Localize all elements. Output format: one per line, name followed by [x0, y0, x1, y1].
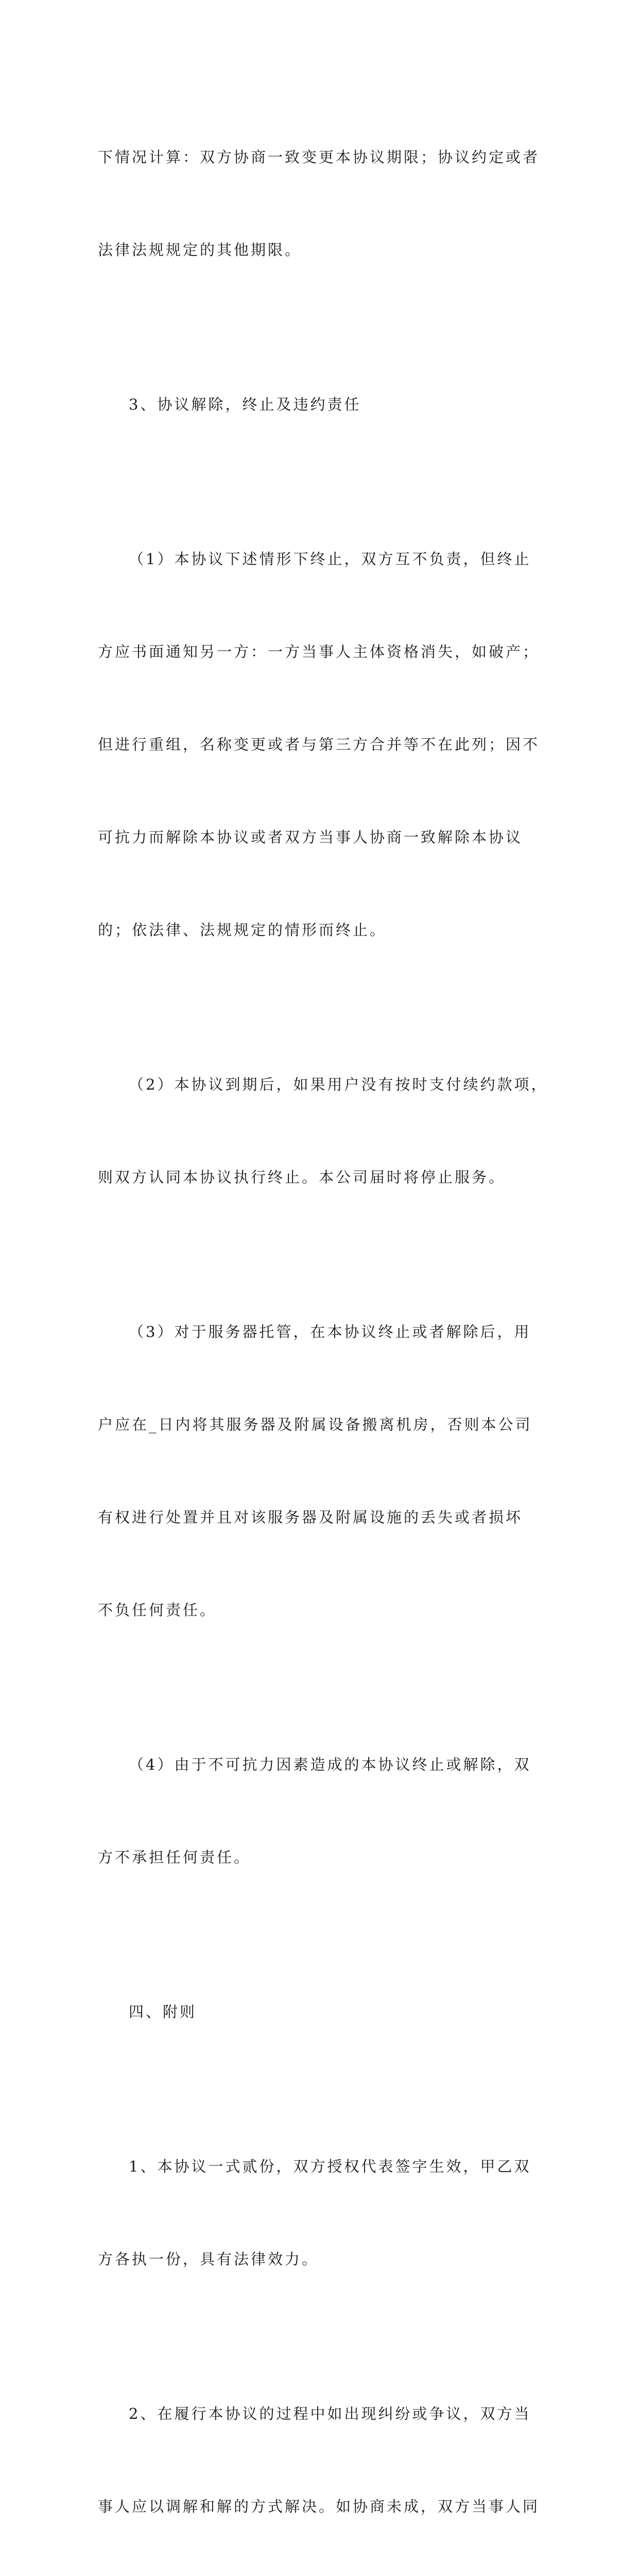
text-line: 户应在_日内将其服务器及附属设备搬离机房，否则本公司: [98, 1416, 532, 1433]
clause-termination-2: [98, 1007, 548, 1255]
text-line: 但进行重组，名称变更或者与第三方合并等不在此列；因不: [98, 736, 540, 753]
clause-appendix-2: [98, 2336, 541, 2576]
clause-appendix-1: [98, 2089, 541, 2336]
section-heading-termination: [98, 327, 541, 482]
text-line: 有权进行处置并且对该服务器及附属设施的丢失或者损坏: [98, 1509, 523, 1526]
text-line: （3）对于服务器托管，在本协议终止或者解除后，用: [129, 1323, 531, 1341]
clause-termination-3: [98, 1255, 541, 1687]
text-line: 可抗力而解除本协议或者双方当事人协商一致解除本协议: [98, 828, 523, 846]
text-line: 方应书面通知另一方：一方当事人主体资格消失，如破产；: [98, 643, 540, 660]
paragraph-term-calculation: [98, 80, 541, 327]
text-line: 则双方认同本协议执行终止。本公司届时将停止服务。: [98, 1168, 506, 1186]
section-heading-appendix: [98, 1935, 541, 2089]
text-line: 方不承担任何责任。: [98, 1849, 251, 1866]
text-line: 四、附则: [129, 2003, 197, 2021]
text-line: 不负任何责任。: [98, 1601, 217, 1619]
text-line: （1）本协议下述情形下终止，双方互不负责，但终止: [129, 550, 531, 568]
text-line: 方各执一份，具有法律效力。: [98, 2250, 319, 2268]
clause-termination-4: [98, 1687, 541, 1935]
text-line: （4）由于不可抗力因素造成的本协议终止或解除，双: [129, 1756, 531, 1773]
text-line: 2、在履行本协议的过程中如出现纠纷或争议，双方当: [129, 2405, 531, 2422]
document-body: [98, 80, 548, 2576]
text-line: （2）本协议到期后，如果用户没有按时支付续约款项，: [129, 1076, 548, 1093]
text-line: 的；依法律、法规规定的情形而终止。: [98, 921, 387, 939]
text-line: 1、本协议一式贰份，双方授权代表签字生效，甲乙双: [129, 2158, 531, 2175]
clause-termination-1: [98, 482, 541, 1007]
text-line: 法律法规规定的其他期限。: [98, 241, 302, 259]
text-line: 下情况计算：双方协商一致变更本协议期限；协议约定或者: [98, 148, 540, 166]
text-line: 3、协议解除，终止及违约责任: [129, 396, 361, 413]
text-line: 事人应以调解和解的方式解决。如协商未成，双方当事人同: [98, 2498, 540, 2515]
